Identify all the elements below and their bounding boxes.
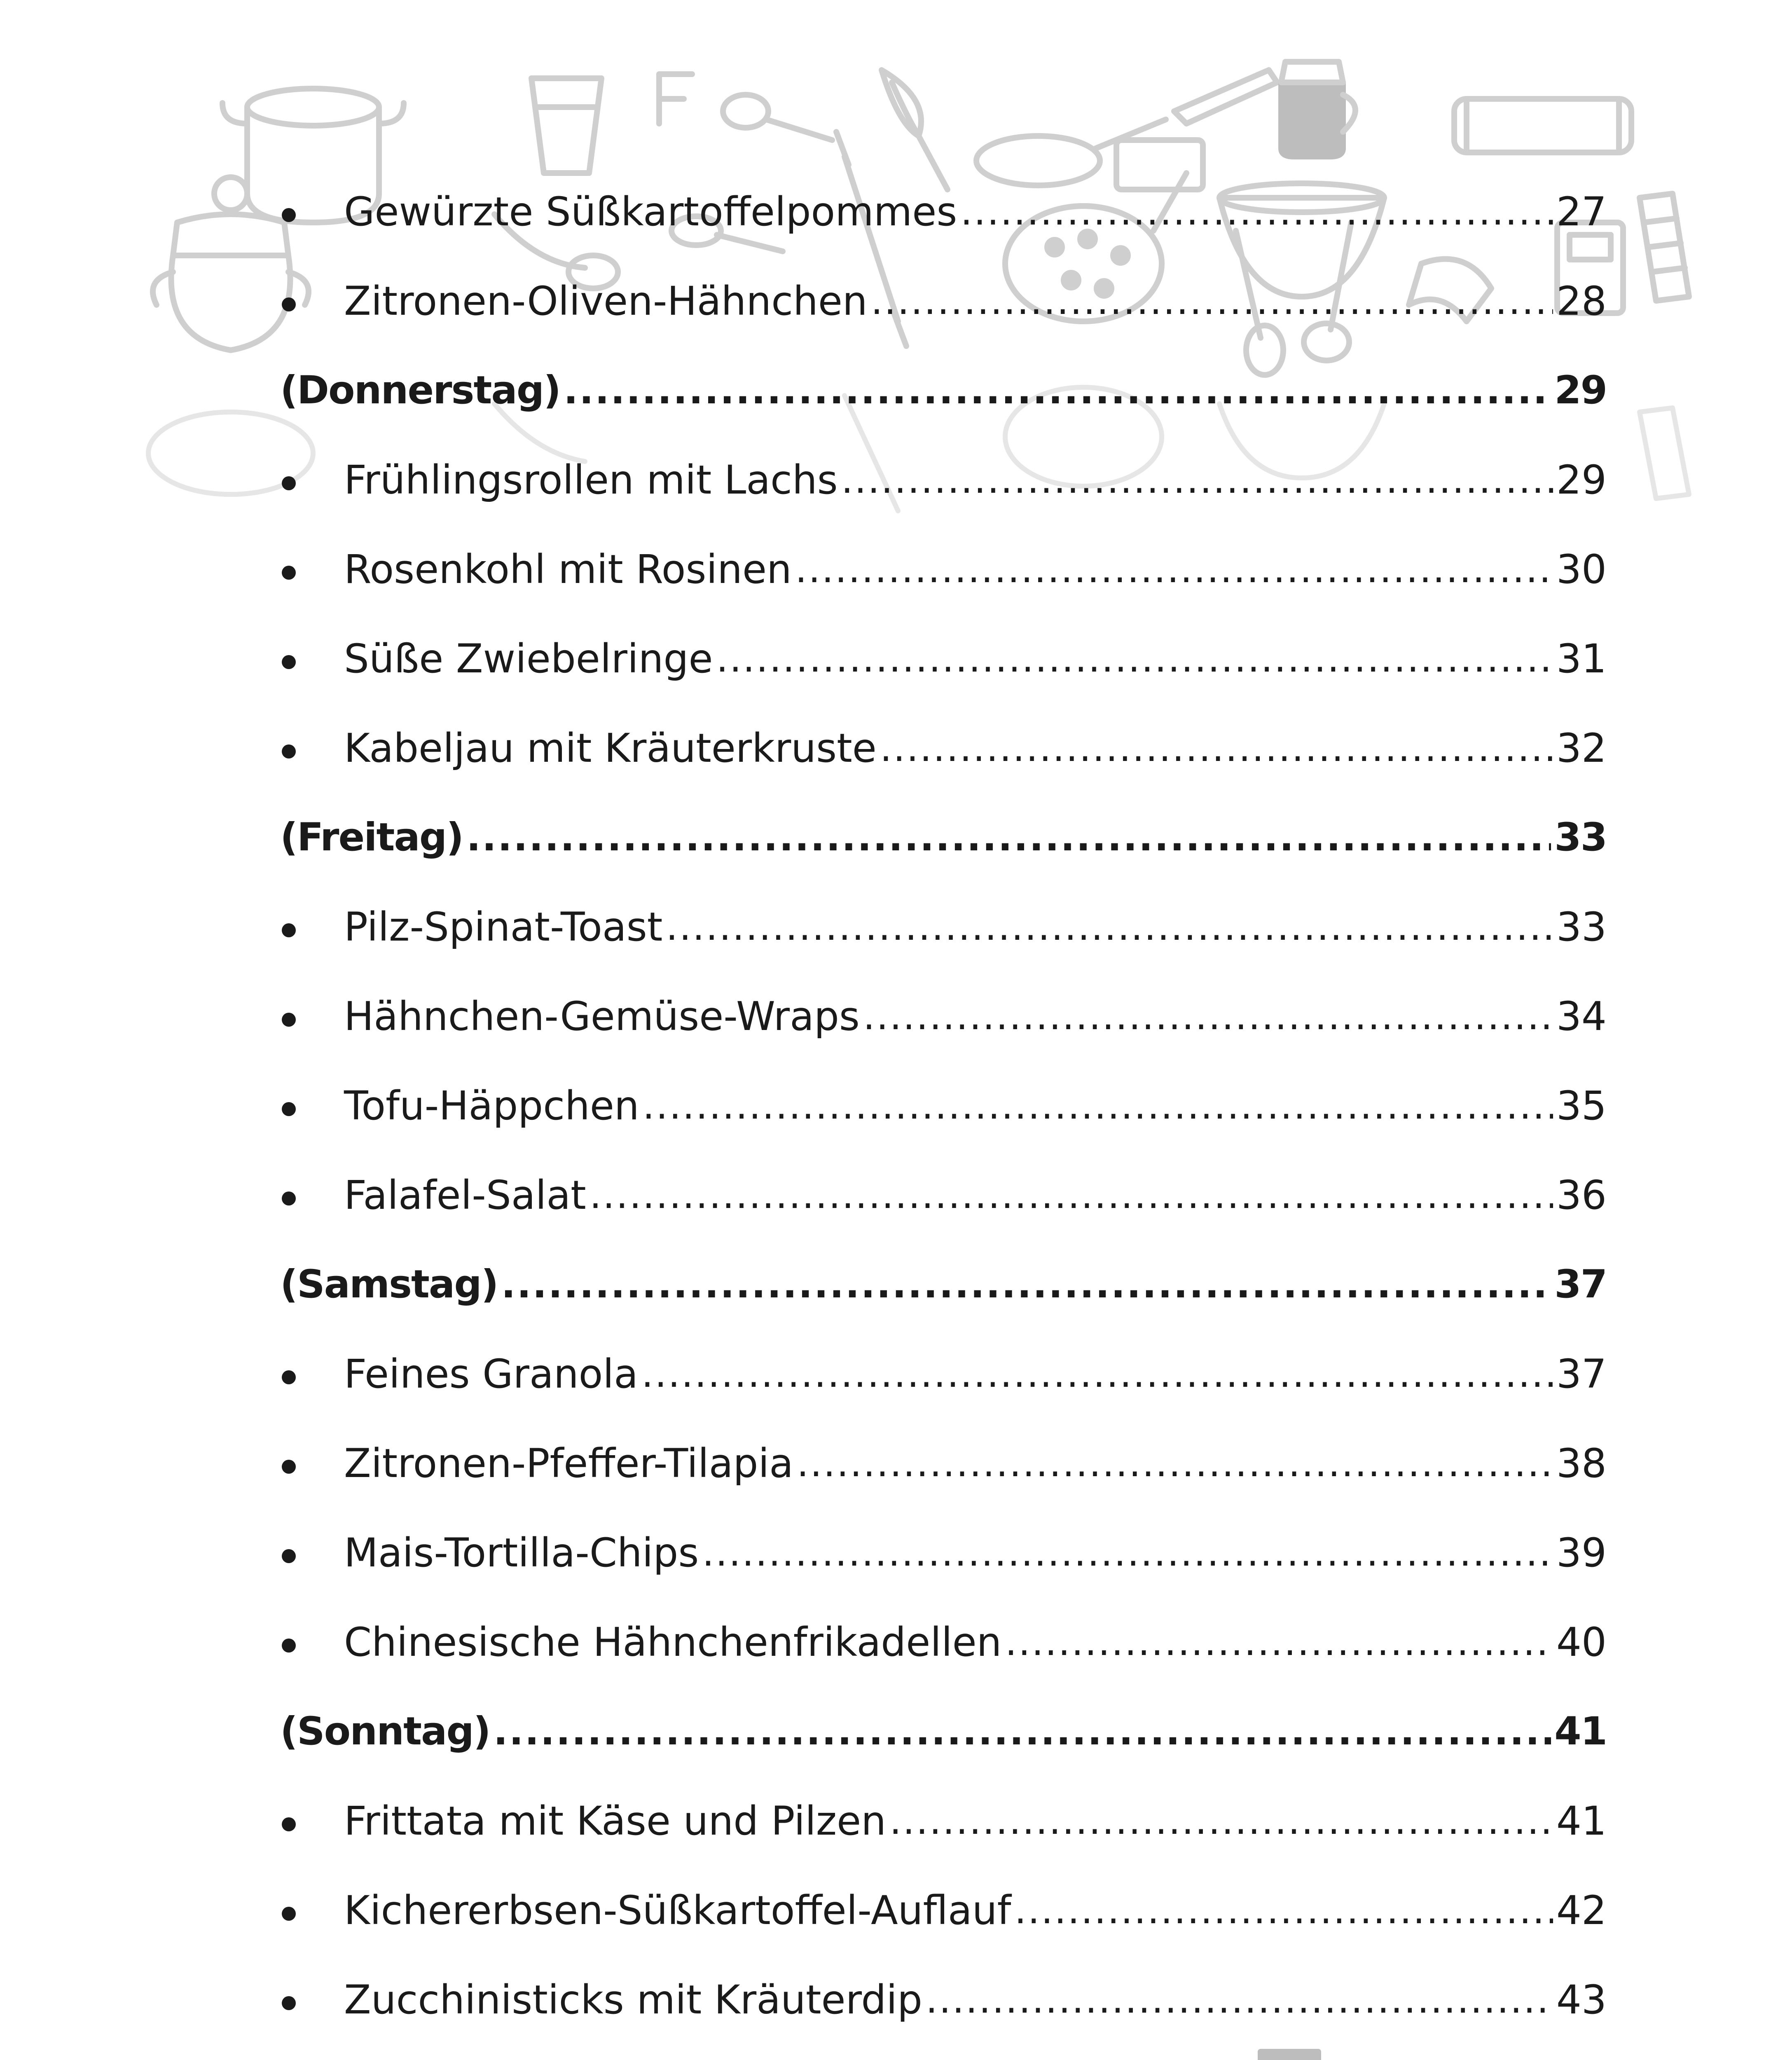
page-number: 27 [1556,188,1607,235]
toc-entry-row[interactable] [280,1150,1607,1240]
dot-leader [1005,1622,1553,1663]
toc-entry-row[interactable] [280,167,1607,256]
toc-entry-title: Hähnchen-Gemüse-Wraps [344,993,860,1039]
toc-section-row[interactable] [280,1687,1607,1776]
page-number: 32 [1556,725,1607,771]
bullet-icon [280,1979,344,2020]
toc-entry-title: Rosenkohl mit Rosinen [344,546,792,592]
toc-entry-title: Kabeljau mit Kräuterkruste [344,725,877,771]
page-number: 43 [1556,1976,1607,2023]
dot-leader [666,906,1553,948]
dot-leader [702,1532,1553,1573]
bullet-icon [280,1800,344,1842]
page-number: 37 [1554,1262,1607,1307]
toc-entry-title: Gewürzte Süßkartoffelpommes [344,188,957,235]
bullet-icon [280,906,344,948]
grater-icon [1640,194,1689,301]
toc-section-row[interactable] [280,793,1607,882]
bullet-icon [280,549,344,590]
page-number: 29 [1554,368,1607,413]
toc-entry-row[interactable] [280,2044,1607,2060]
dot-leader [889,1800,1553,1842]
bullet-icon [280,638,344,679]
toc-entry-title: Zucchinisticks mit Kräuterdip [344,1976,922,2023]
dot-leader [501,1264,1551,1305]
dot-leader [590,1175,1553,1216]
toc-entry-title: Frittata mit Käse und Pilzen [344,1798,887,1844]
dot-leader [641,1353,1553,1395]
spoon-icon [659,74,832,140]
toc-section-title: (Sonntag) [280,1709,490,1754]
dot-leader [564,370,1551,411]
bullet-icon [280,281,344,322]
page-number: 30 [1556,546,1607,592]
page-number: 40 [1556,1619,1607,1665]
dot-leader [643,1085,1553,1126]
page-number: 28 [1556,278,1607,324]
toc-section-title: (Freitag) [280,815,463,860]
toc-section-title: (Donnerstag) [280,368,561,413]
toc-entry-title: Chinesische Hähnchenfrikadellen [344,1619,1002,1665]
dot-leader [1014,1890,1553,1931]
page-number: 41 [1554,1709,1607,1754]
page-number: 42 [1556,1887,1607,1934]
toc-entry-title: Kichererbsen-Süßkartoffel-Auflauf [344,1887,1011,1934]
bullet-icon [280,191,344,232]
dot-leader [795,549,1553,590]
page-number: 34 [1556,993,1607,1039]
toc-entry-title: Frühlingsrollen mit Lachs [344,456,838,503]
dot-leader [841,459,1553,501]
page-number: 33 [1556,904,1607,950]
dot-leader [871,281,1553,322]
dot-leader [716,638,1553,679]
toc-entry-row[interactable] [280,256,1607,346]
toc-entry-row[interactable] [280,614,1607,703]
bullet-icon [280,1353,344,1395]
toc-entry-row[interactable] [280,882,1607,971]
toc-entry-row[interactable] [280,971,1607,1061]
toc-entry-row[interactable] [280,1061,1607,1150]
dot-leader [466,817,1551,858]
page-number: 35 [1556,1082,1607,1129]
knife-icon [1174,70,1277,124]
toc-section-title: (Samstag) [280,1262,498,1307]
toc-entry-title: Mais-Tortilla-Chips [344,1529,699,1576]
page-number: 29 [1556,456,1607,503]
toc-section-row[interactable] [280,1240,1607,1329]
pitcher-icon [1281,62,1355,157]
toc-entry-title: Pilz-Spinat-Toast [344,904,663,950]
table-of-contents [280,167,1607,2060]
bullet-icon [280,728,344,769]
toc-entry-title: Tofu-Häppchen [344,1082,639,1129]
dot-leader [880,728,1553,769]
page-number: 41 [1556,1798,1607,1844]
toc-section-row[interactable] [280,346,1607,435]
page-number: 33 [1554,815,1607,860]
toc-entry-row[interactable] [280,1866,1607,1955]
dot-leader [960,191,1553,232]
page-number: 38 [1556,1440,1607,1486]
toc-entry-row[interactable] [280,703,1607,793]
toc-entry-row[interactable] [280,1597,1607,1687]
dot-leader [926,1979,1553,2020]
glass-icon [531,78,601,173]
toc-entry-row[interactable] [280,435,1607,524]
dot-leader [863,996,1553,1037]
toc-entry-row[interactable] [280,1955,1607,2044]
page-number: 31 [1556,635,1607,682]
toc-entry-row[interactable] [280,524,1607,614]
page-number: 37 [1556,1351,1607,1397]
toc-entry-title: Feines Granola [344,1351,638,1397]
toc-entry-row[interactable] [280,1776,1607,1866]
bullet-icon [280,1890,344,1931]
bullet-icon [280,459,344,501]
cake-tin-icon [1454,99,1631,152]
bullet-icon [280,996,344,1037]
bullet-icon [280,1443,344,1484]
toc-entry-title: Süße Zwiebelringe [344,635,713,682]
toc-entry-title: Zitronen-Pfeffer-Tilapia [344,1440,793,1486]
bullet-icon [280,1085,344,1126]
bullet-icon [280,1532,344,1573]
page-number: 39 [1556,1529,1607,1576]
bullet-icon [280,1622,344,1663]
toc-entry-row[interactable] [280,1329,1607,1419]
toc-entry-row[interactable] [280,1508,1607,1597]
toc-entry-title: Falafel-Salat [344,1172,586,1218]
dot-leader [797,1443,1553,1484]
page-number: 36 [1556,1172,1607,1218]
toc-entry-row[interactable] [280,1419,1607,1508]
toc-entry-title: Zitronen-Oliven-Hähnchen [344,278,868,324]
dot-leader [494,1711,1551,1752]
bullet-icon [280,1175,344,1216]
